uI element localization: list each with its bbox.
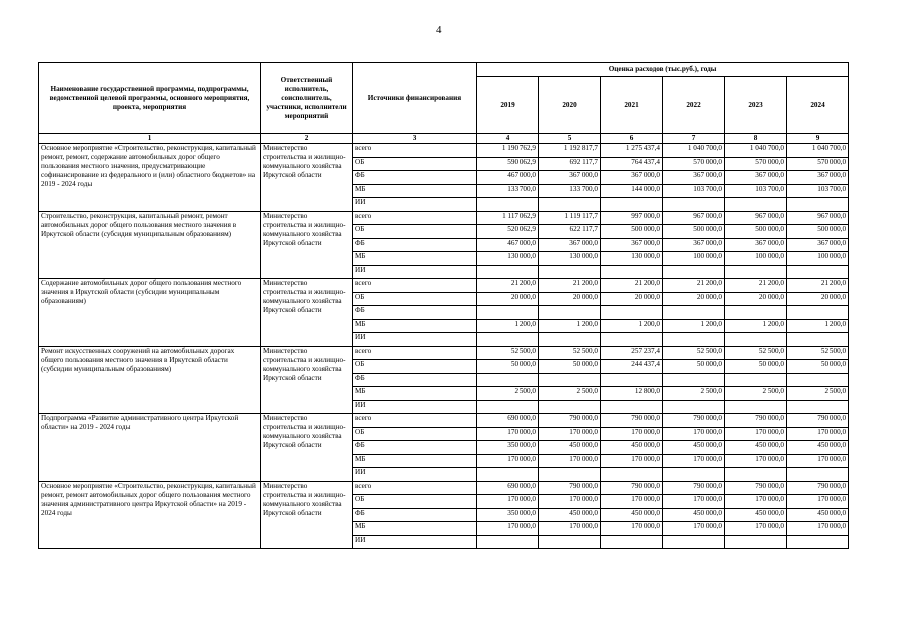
amount-cell xyxy=(539,400,601,414)
amount-cell xyxy=(477,306,539,320)
amount-cell: 790 000,0 xyxy=(787,414,849,428)
funding-source: ИИ xyxy=(353,333,477,347)
amount-cell: 170 000,0 xyxy=(601,495,663,509)
amount-cell: 2 500,0 xyxy=(663,387,725,401)
amount-cell xyxy=(539,535,601,549)
amount-cell: 103 700,0 xyxy=(725,184,787,198)
amount-cell: 467 000,0 xyxy=(477,171,539,185)
amount-cell: 967 000,0 xyxy=(725,211,787,225)
amount-cell: 2 500,0 xyxy=(477,387,539,401)
amount-cell: 790 000,0 xyxy=(539,414,601,428)
amount-cell xyxy=(725,373,787,387)
amount-cell xyxy=(539,265,601,279)
funding-source: ОБ xyxy=(353,495,477,509)
amount-cell xyxy=(787,306,849,320)
funding-source: МБ xyxy=(353,252,477,266)
amount-cell: 790 000,0 xyxy=(787,481,849,495)
amount-cell: 52 500,0 xyxy=(725,346,787,360)
amount-cell xyxy=(477,468,539,482)
amount-cell: 1 192 817,7 xyxy=(539,144,601,158)
amount-cell: 500 000,0 xyxy=(601,225,663,239)
amount-cell: 133 700,0 xyxy=(477,184,539,198)
amount-cell: 790 000,0 xyxy=(601,481,663,495)
amount-cell: 12 800,0 xyxy=(601,387,663,401)
amount-cell: 50 000,0 xyxy=(539,360,601,374)
amount-cell xyxy=(663,400,725,414)
amount-cell: 367 000,0 xyxy=(663,171,725,185)
amount-cell: 367 000,0 xyxy=(787,238,849,252)
funding-source: МБ xyxy=(353,454,477,468)
header-estimate: Оценка расходов (тыс.руб.), годы xyxy=(477,63,849,77)
amount-cell: 170 000,0 xyxy=(539,495,601,509)
funding-source: всего xyxy=(353,279,477,293)
column-number: 2 xyxy=(261,134,353,144)
amount-cell: 100 000,0 xyxy=(725,252,787,266)
executor: Министерство строительства и жилищно-коммунального хозяйства Иркутской области xyxy=(261,414,353,482)
amount-cell: 1 200,0 xyxy=(663,319,725,333)
amount-cell: 1 200,0 xyxy=(539,319,601,333)
amount-cell: 130 000,0 xyxy=(601,252,663,266)
amount-cell: 1 200,0 xyxy=(725,319,787,333)
header-year: 2024 xyxy=(787,77,849,134)
funding-source: ОБ xyxy=(353,360,477,374)
amount-cell xyxy=(787,333,849,347)
amount-cell xyxy=(663,265,725,279)
funding-source: ФБ xyxy=(353,508,477,522)
column-number: 7 xyxy=(663,134,725,144)
header-year: 2020 xyxy=(539,77,601,134)
amount-cell xyxy=(663,373,725,387)
amount-cell: 450 000,0 xyxy=(539,441,601,455)
amount-cell: 20 000,0 xyxy=(725,292,787,306)
header-source: Источники финансирования xyxy=(353,63,477,134)
amount-cell: 50 000,0 xyxy=(787,360,849,374)
table-row xyxy=(39,144,849,158)
amount-cell: 130 000,0 xyxy=(539,252,601,266)
amount-cell xyxy=(539,373,601,387)
amount-cell: 450 000,0 xyxy=(539,508,601,522)
amount-cell: 103 700,0 xyxy=(663,184,725,198)
amount-cell xyxy=(601,265,663,279)
amount-cell: 170 000,0 xyxy=(539,522,601,536)
amount-cell: 2 500,0 xyxy=(725,387,787,401)
amount-cell: 2 500,0 xyxy=(539,387,601,401)
column-number: 6 xyxy=(601,134,663,144)
funding-source: всего xyxy=(353,144,477,158)
amount-cell: 1 119 117,7 xyxy=(539,211,601,225)
amount-cell: 52 500,0 xyxy=(663,346,725,360)
amount-cell: 1 200,0 xyxy=(787,319,849,333)
amount-cell: 50 000,0 xyxy=(663,360,725,374)
amount-cell: 21 200,0 xyxy=(725,279,787,293)
header-year: 2023 xyxy=(725,77,787,134)
amount-cell: 367 000,0 xyxy=(601,171,663,185)
amount-cell: 170 000,0 xyxy=(663,495,725,509)
amount-cell: 21 200,0 xyxy=(477,279,539,293)
amount-cell: 450 000,0 xyxy=(663,508,725,522)
column-number: 5 xyxy=(539,134,601,144)
amount-cell: 20 000,0 xyxy=(663,292,725,306)
amount-cell: 790 000,0 xyxy=(725,414,787,428)
amount-cell: 1 117 062,9 xyxy=(477,211,539,225)
amount-cell xyxy=(663,198,725,212)
amount-cell: 20 000,0 xyxy=(601,292,663,306)
amount-cell: 50 000,0 xyxy=(725,360,787,374)
amount-cell xyxy=(601,535,663,549)
amount-cell xyxy=(787,265,849,279)
amount-cell: 450 000,0 xyxy=(787,508,849,522)
amount-cell: 170 000,0 xyxy=(539,427,601,441)
amount-cell: 790 000,0 xyxy=(663,414,725,428)
amount-cell xyxy=(477,400,539,414)
amount-cell: 170 000,0 xyxy=(725,427,787,441)
amount-cell xyxy=(787,535,849,549)
funding-source: ИИ xyxy=(353,468,477,482)
funding-source: ОБ xyxy=(353,225,477,239)
amount-cell: 1 275 437,4 xyxy=(601,144,663,158)
funding-source: ОБ xyxy=(353,157,477,171)
amount-cell: 1 040 700,0 xyxy=(787,144,849,158)
header-year: 2022 xyxy=(663,77,725,134)
amount-cell: 690 000,0 xyxy=(477,481,539,495)
amount-cell: 170 000,0 xyxy=(787,427,849,441)
amount-cell: 170 000,0 xyxy=(539,454,601,468)
amount-cell xyxy=(539,333,601,347)
table-row xyxy=(39,211,849,225)
funding-source: ФБ xyxy=(353,306,477,320)
amount-cell xyxy=(477,373,539,387)
amount-cell xyxy=(787,468,849,482)
amount-cell: 21 200,0 xyxy=(539,279,601,293)
amount-cell: 20 000,0 xyxy=(787,292,849,306)
amount-cell: 967 000,0 xyxy=(787,211,849,225)
amount-cell: 170 000,0 xyxy=(601,427,663,441)
amount-cell: 52 500,0 xyxy=(539,346,601,360)
amount-cell xyxy=(725,198,787,212)
amount-cell: 450 000,0 xyxy=(725,441,787,455)
amount-cell: 570 000,0 xyxy=(725,157,787,171)
amount-cell: 450 000,0 xyxy=(725,508,787,522)
funding-source: МБ xyxy=(353,184,477,198)
amount-cell: 500 000,0 xyxy=(787,225,849,239)
amount-cell: 790 000,0 xyxy=(601,414,663,428)
amount-cell: 244 437,4 xyxy=(601,360,663,374)
executor: Министерство строительства и жилищно-коммунального хозяйства Иркутской области xyxy=(261,481,353,549)
column-number: 3 xyxy=(353,134,477,144)
amount-cell: 1 200,0 xyxy=(601,319,663,333)
amount-cell: 100 000,0 xyxy=(787,252,849,266)
amount-cell xyxy=(601,373,663,387)
amount-cell: 450 000,0 xyxy=(601,441,663,455)
amount-cell: 170 000,0 xyxy=(601,454,663,468)
amount-cell: 130 000,0 xyxy=(477,252,539,266)
amount-cell xyxy=(663,333,725,347)
funding-source: ИИ xyxy=(353,535,477,549)
measure-name: Основное мероприятие «Строительство, реконструкция, капитальный ремонт, ремонт автомобильных дорог общего пользования местного значения административного центра Иркутской области» на 2019 - 2024 годы xyxy=(39,481,261,549)
amount-cell xyxy=(787,400,849,414)
amount-cell: 170 000,0 xyxy=(601,522,663,536)
table-row xyxy=(39,481,849,495)
amount-cell: 170 000,0 xyxy=(787,454,849,468)
amount-cell: 170 000,0 xyxy=(787,495,849,509)
amount-cell: 690 000,0 xyxy=(477,414,539,428)
executor: Министерство строительства и жилищно-коммунального хозяйства Иркутской области xyxy=(261,144,353,212)
amount-cell xyxy=(663,306,725,320)
amount-cell xyxy=(725,468,787,482)
amount-cell: 170 000,0 xyxy=(663,454,725,468)
amount-cell: 570 000,0 xyxy=(787,157,849,171)
amount-cell: 790 000,0 xyxy=(539,481,601,495)
amount-cell xyxy=(787,373,849,387)
executor: Министерство строительства и жилищно-коммунального хозяйства Иркутской области xyxy=(261,279,353,347)
amount-cell: 367 000,0 xyxy=(787,171,849,185)
amount-cell: 170 000,0 xyxy=(477,522,539,536)
header-executor: Ответственный исполнитель, соисполнитель, участники, исполнители мероприятий xyxy=(261,63,353,134)
amount-cell: 170 000,0 xyxy=(725,495,787,509)
amount-cell xyxy=(601,400,663,414)
executor: Министерство строительства и жилищно-коммунального хозяйства Иркутской области xyxy=(261,346,353,414)
amount-cell: 350 000,0 xyxy=(477,508,539,522)
amount-cell: 133 700,0 xyxy=(539,184,601,198)
amount-cell: 1 040 700,0 xyxy=(725,144,787,158)
funding-source: МБ xyxy=(353,319,477,333)
amount-cell xyxy=(601,468,663,482)
amount-cell: 450 000,0 xyxy=(663,441,725,455)
amount-cell: 103 700,0 xyxy=(787,184,849,198)
amount-cell xyxy=(477,265,539,279)
financing-table xyxy=(38,62,849,549)
funding-source: ФБ xyxy=(353,441,477,455)
amount-cell: 52 500,0 xyxy=(787,346,849,360)
measure-name: Ремонт искусственных сооружений на автомобильных дорогах общего пользования местного значения в Иркутской области (субсидии муниципальным образованиям) xyxy=(39,346,261,414)
amount-cell: 50 000,0 xyxy=(477,360,539,374)
amount-cell: 257 237,4 xyxy=(601,346,663,360)
page-number: 4 xyxy=(436,24,442,36)
amount-cell: 520 062,9 xyxy=(477,225,539,239)
funding-source: ФБ xyxy=(353,373,477,387)
amount-cell: 1 190 762,9 xyxy=(477,144,539,158)
amount-cell: 467 000,0 xyxy=(477,238,539,252)
funding-source: ИИ xyxy=(353,400,477,414)
column-number: 8 xyxy=(725,134,787,144)
amount-cell: 790 000,0 xyxy=(725,481,787,495)
amount-cell: 170 000,0 xyxy=(787,522,849,536)
funding-source: ИИ xyxy=(353,198,477,212)
header-year: 2021 xyxy=(601,77,663,134)
amount-cell xyxy=(601,198,663,212)
table-row xyxy=(39,346,849,360)
amount-cell: 1 040 700,0 xyxy=(663,144,725,158)
measure-name: Подпрограмма «Развитие административного центра Иркутской области» на 2019 - 2024 годы xyxy=(39,414,261,482)
amount-cell: 622 117,7 xyxy=(539,225,601,239)
funding-source: ФБ xyxy=(353,238,477,252)
amount-cell: 21 200,0 xyxy=(601,279,663,293)
amount-cell: 350 000,0 xyxy=(477,441,539,455)
amount-cell xyxy=(539,198,601,212)
amount-cell: 367 000,0 xyxy=(725,171,787,185)
funding-source: всего xyxy=(353,346,477,360)
measure-name: Строительство, реконструкция, капитальный ремонт, ремонт автомобильных дорог общего пользования местного значения в Иркутской области (субсидия муниципальным образованиям) xyxy=(39,211,261,279)
header-name: Наименование государственной программы, подпрограммы, ведомственной целевой программы, основного мероприятия, проекта, мероприятия xyxy=(39,63,261,134)
funding-source: всего xyxy=(353,211,477,225)
amount-cell: 450 000,0 xyxy=(601,508,663,522)
amount-cell: 367 000,0 xyxy=(539,171,601,185)
executor: Министерство строительства и жилищно-коммунального хозяйства Иркутской области xyxy=(261,211,353,279)
amount-cell: 21 200,0 xyxy=(663,279,725,293)
amount-cell: 570 000,0 xyxy=(663,157,725,171)
amount-cell: 692 117,7 xyxy=(539,157,601,171)
table-row xyxy=(39,414,849,428)
amount-cell xyxy=(601,333,663,347)
amount-cell: 100 000,0 xyxy=(663,252,725,266)
header-year: 2019 xyxy=(477,77,539,134)
amount-cell: 997 000,0 xyxy=(601,211,663,225)
amount-cell: 367 000,0 xyxy=(601,238,663,252)
amount-cell: 20 000,0 xyxy=(539,292,601,306)
funding-source: ОБ xyxy=(353,427,477,441)
amount-cell: 367 000,0 xyxy=(539,238,601,252)
column-number: 1 xyxy=(39,134,261,144)
amount-cell xyxy=(539,306,601,320)
amount-cell: 1 200,0 xyxy=(477,319,539,333)
funding-source: МБ xyxy=(353,387,477,401)
amount-cell: 170 000,0 xyxy=(725,454,787,468)
amount-cell xyxy=(663,468,725,482)
column-number: 4 xyxy=(477,134,539,144)
amount-cell xyxy=(725,265,787,279)
amount-cell xyxy=(539,468,601,482)
amount-cell: 170 000,0 xyxy=(663,427,725,441)
amount-cell: 170 000,0 xyxy=(477,454,539,468)
amount-cell: 21 200,0 xyxy=(787,279,849,293)
amount-cell: 52 500,0 xyxy=(477,346,539,360)
measure-name: Содержание автомобильных дорог общего пользования местного значения в Иркутской области (субсидии муниципальным образованиям) xyxy=(39,279,261,347)
amount-cell: 170 000,0 xyxy=(725,522,787,536)
amount-cell xyxy=(477,198,539,212)
amount-cell: 764 437,4 xyxy=(601,157,663,171)
amount-cell xyxy=(725,333,787,347)
measure-name: Основное мероприятие «Строительство, реконструкция, капитальный ремонт, ремонт, содержание автомобильных дорог общего пользования местного значения, предусматривающие софинансирование из федерального и (или) областного бюджетов» на 2019 - 2024 годы xyxy=(39,144,261,212)
amount-cell: 20 000,0 xyxy=(477,292,539,306)
amount-cell xyxy=(787,198,849,212)
amount-cell: 500 000,0 xyxy=(725,225,787,239)
amount-cell xyxy=(601,306,663,320)
funding-source: ИИ xyxy=(353,265,477,279)
amount-cell: 790 000,0 xyxy=(663,481,725,495)
amount-cell: 450 000,0 xyxy=(787,441,849,455)
amount-cell: 170 000,0 xyxy=(477,495,539,509)
amount-cell: 170 000,0 xyxy=(663,522,725,536)
amount-cell: 367 000,0 xyxy=(725,238,787,252)
amount-cell xyxy=(725,535,787,549)
table-row xyxy=(39,279,849,293)
funding-source: МБ xyxy=(353,522,477,536)
amount-cell xyxy=(725,306,787,320)
column-number: 9 xyxy=(787,134,849,144)
amount-cell: 170 000,0 xyxy=(477,427,539,441)
funding-source: ФБ xyxy=(353,171,477,185)
funding-source: всего xyxy=(353,481,477,495)
amount-cell xyxy=(477,535,539,549)
amount-cell: 967 000,0 xyxy=(663,211,725,225)
amount-cell xyxy=(477,333,539,347)
amount-cell: 500 000,0 xyxy=(663,225,725,239)
amount-cell: 2 500,0 xyxy=(787,387,849,401)
amount-cell xyxy=(663,535,725,549)
amount-cell xyxy=(725,400,787,414)
funding-source: ОБ xyxy=(353,292,477,306)
amount-cell: 144 000,0 xyxy=(601,184,663,198)
amount-cell: 590 062,9 xyxy=(477,157,539,171)
funding-source: всего xyxy=(353,414,477,428)
amount-cell: 367 000,0 xyxy=(663,238,725,252)
